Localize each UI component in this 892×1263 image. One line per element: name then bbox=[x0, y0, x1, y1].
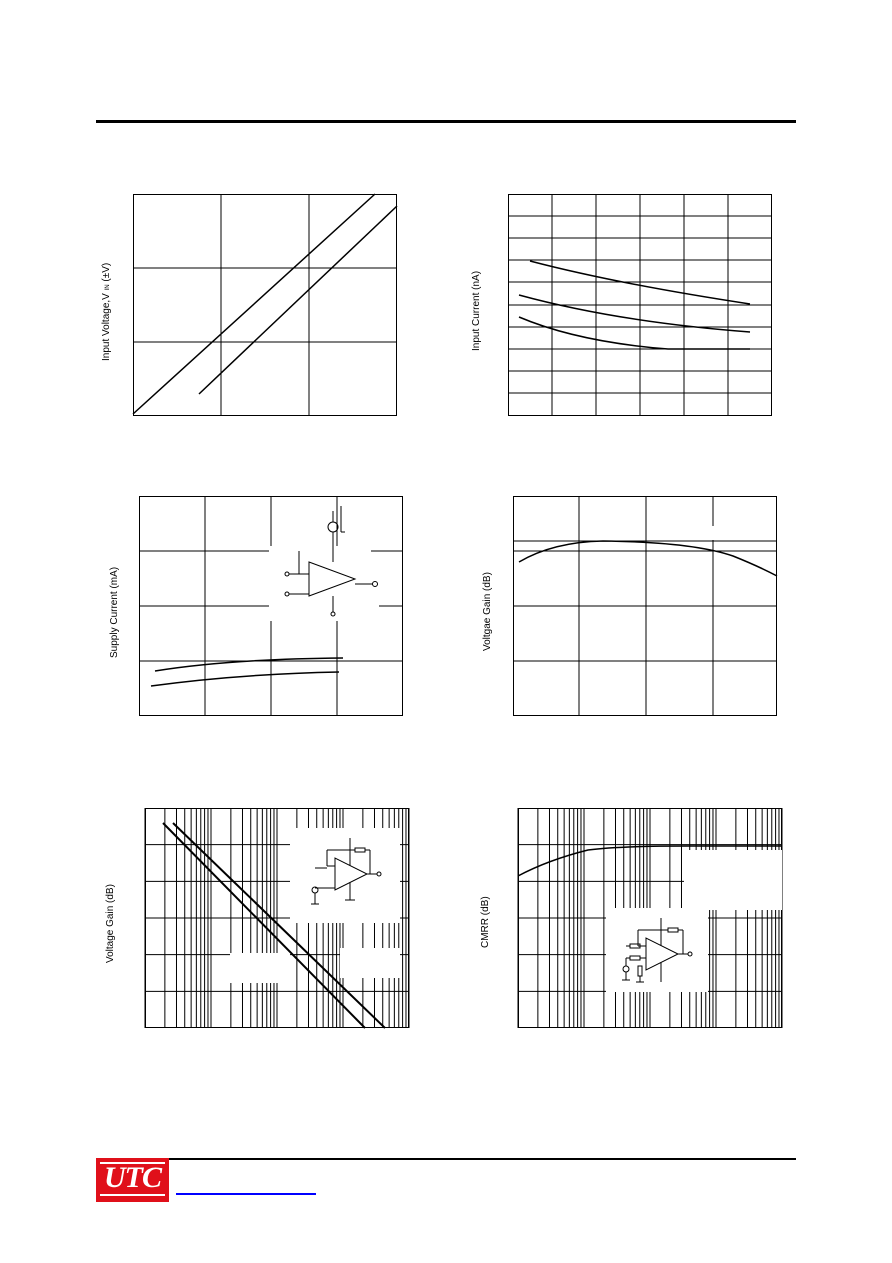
y-axis-label bbox=[105, 884, 116, 963]
series-line bbox=[519, 295, 750, 332]
chart-voltage-gain-2-plot bbox=[145, 808, 409, 1028]
y-axis-label-text: Input Current (nA) bbox=[471, 270, 482, 351]
header-rule bbox=[96, 120, 796, 123]
chart-supply-current-plot bbox=[139, 496, 403, 716]
chart-supply-current bbox=[109, 496, 403, 716]
y-axis-label-text: Input Voltage,V bbox=[101, 293, 112, 361]
chart-cmrr bbox=[480, 808, 782, 1028]
grid bbox=[513, 496, 777, 716]
y-axis-label-text: CMRR (dB) bbox=[480, 896, 491, 948]
series-line bbox=[199, 206, 397, 394]
footer-rule bbox=[96, 1158, 796, 1160]
series-line bbox=[519, 541, 777, 576]
utc-logo bbox=[96, 1158, 169, 1202]
chart-voltage-gain-2 bbox=[105, 808, 409, 1028]
chart-voltage-gain-1 bbox=[482, 496, 777, 716]
y-axis-label bbox=[480, 896, 491, 948]
y-axis-label-text: Voltgae Gain (dB) bbox=[482, 572, 493, 651]
label-gap bbox=[340, 948, 400, 978]
chart-voltage-gain-1-plot bbox=[513, 496, 777, 716]
plot-frame bbox=[134, 195, 397, 416]
footer-link[interactable] bbox=[176, 1193, 316, 1195]
y-axis-label bbox=[471, 271, 482, 351]
y-axis-label bbox=[482, 572, 493, 651]
y-axis-label-text: Voltage Gain (dB) bbox=[105, 884, 116, 963]
inset-background bbox=[684, 850, 782, 910]
grid bbox=[508, 194, 772, 416]
series-line bbox=[151, 672, 339, 686]
label-gap bbox=[230, 953, 290, 983]
y-axis-label-unit: (±V) bbox=[101, 262, 112, 282]
chart-input-voltage bbox=[101, 194, 397, 416]
y-axis-label bbox=[109, 567, 120, 658]
series-line bbox=[133, 194, 375, 414]
chart-input-current-plot bbox=[508, 194, 772, 416]
y-axis-label-sub: IN bbox=[105, 284, 111, 291]
series-line bbox=[519, 317, 750, 349]
opamp-circuit-icon bbox=[285, 506, 378, 616]
logo-bar-bottom bbox=[100, 1194, 165, 1196]
chart-cmrr-plot bbox=[518, 808, 782, 1028]
logo-text: UTC bbox=[104, 1161, 161, 1194]
series-line bbox=[155, 658, 343, 671]
chart-input-voltage-plot bbox=[133, 194, 397, 416]
y-axis-label-text: Supply Current (mA) bbox=[109, 566, 120, 658]
y-axis-label bbox=[101, 263, 112, 361]
chart-input-current bbox=[471, 194, 772, 416]
